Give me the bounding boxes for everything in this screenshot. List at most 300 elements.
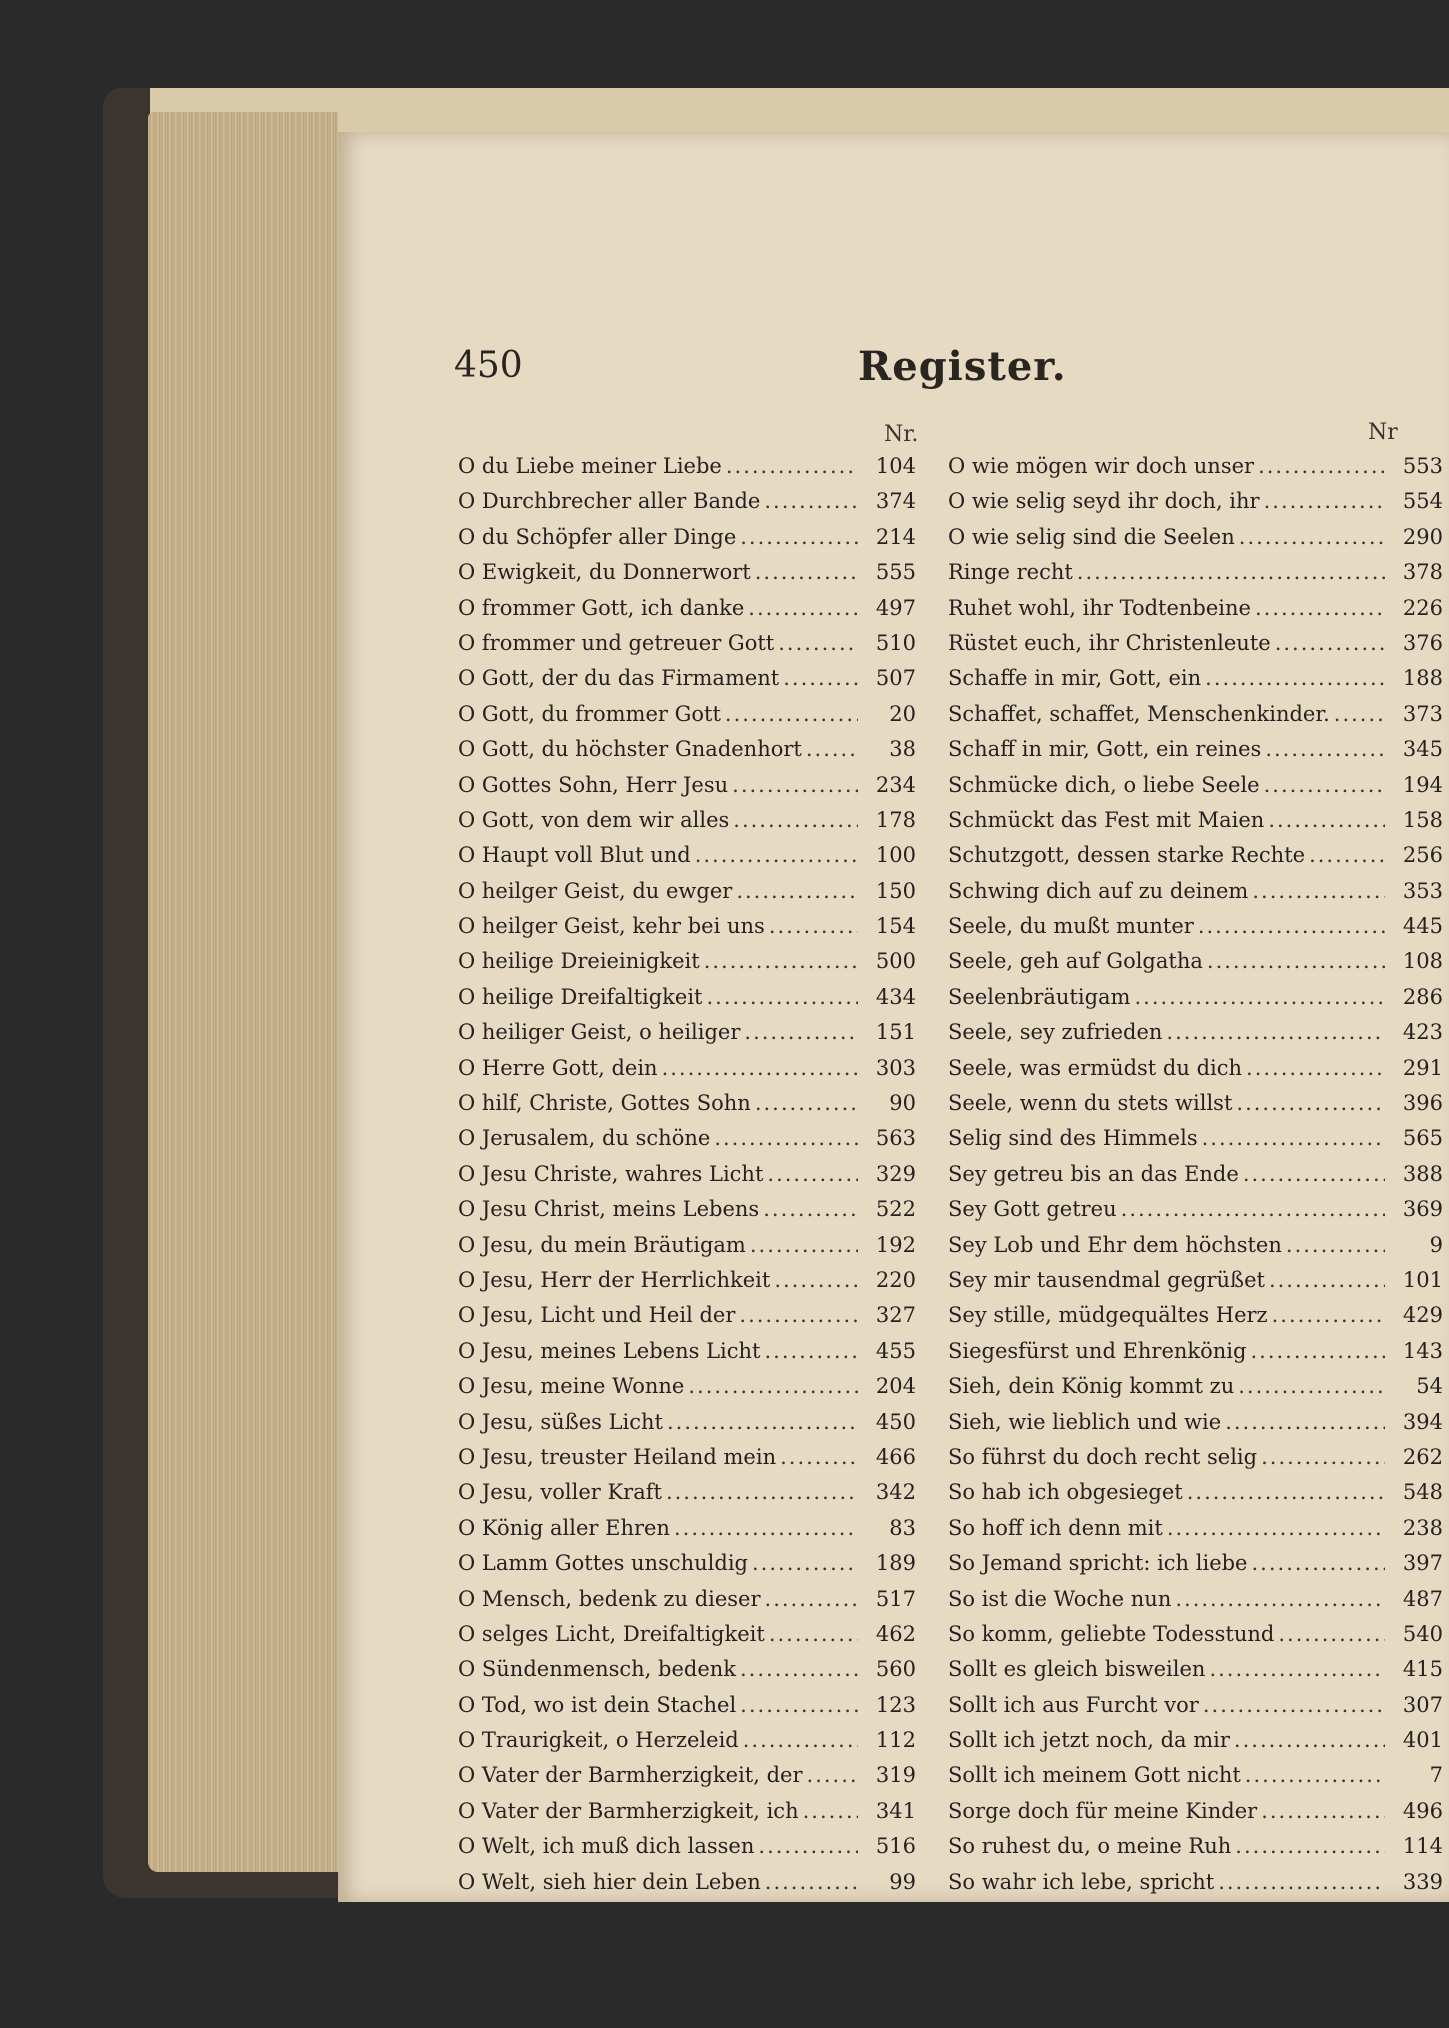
- dot-leader: [765, 1587, 858, 1611]
- entry-title: So wahr ich lebe, spricht: [948, 1869, 1215, 1894]
- dot-leader: [1134, 985, 1385, 1009]
- entry-number: 194: [1402, 772, 1443, 797]
- entry-title: O Jesu, Licht und Heil der: [458, 1303, 736, 1328]
- register-entry: [948, 1339, 1443, 1374]
- register-entry: [948, 1268, 1443, 1303]
- entry-number: 496: [1402, 1798, 1443, 1823]
- entry-title: Sollt ich meinem Gott nicht: [948, 1763, 1241, 1788]
- entry-number: 238: [1402, 1515, 1443, 1540]
- register-entry: [948, 914, 1443, 949]
- register-entry: [458, 1197, 916, 1232]
- dot-leader: [1255, 596, 1385, 620]
- register-entry: [948, 985, 1443, 1020]
- register-entry: [948, 1480, 1443, 1515]
- register-entry: [948, 879, 1443, 914]
- dot-leader: [769, 1622, 858, 1646]
- dot-leader: [763, 1197, 858, 1221]
- entry-number: 517: [875, 1586, 916, 1611]
- entry-number: 262: [1402, 1444, 1443, 1469]
- register-entry: [948, 1020, 1443, 1055]
- entry-title: O heilige Dreieinigkeit: [458, 949, 700, 974]
- entry-number: 123: [875, 1692, 916, 1717]
- entry-title: Schaffet, schaffet, Menschenkinder.: [948, 701, 1330, 726]
- entry-title: O Jesu, Herr der Herrlichkeit: [458, 1267, 771, 1292]
- register-entry: [458, 1303, 916, 1338]
- register-entry: [948, 1410, 1443, 1445]
- entry-number: 445: [1402, 914, 1443, 939]
- register-entry: [458, 454, 916, 489]
- dot-leader: [674, 1516, 858, 1540]
- entry-title: Ruhet wohl, ihr Todtenbeine: [948, 595, 1251, 620]
- entry-number: 378: [1402, 560, 1443, 585]
- register-entry: [458, 666, 916, 701]
- entry-number: 373: [1402, 701, 1443, 726]
- dot-leader: [803, 1799, 858, 1823]
- dot-leader: [732, 773, 858, 797]
- entry-number: 487: [1402, 1586, 1443, 1611]
- entry-number: 150: [875, 878, 916, 903]
- entry-number: 204: [875, 1374, 916, 1399]
- register-entry: [458, 949, 916, 984]
- book-page: [338, 132, 1449, 1902]
- dot-leader: [806, 737, 858, 761]
- entry-number: 342: [875, 1480, 916, 1505]
- register-entry: [948, 1445, 1443, 1480]
- register-entry: [948, 525, 1443, 560]
- entry-number: 429: [1402, 1303, 1443, 1328]
- register-entry: [948, 1693, 1443, 1728]
- entry-title: Schaff in mir, Gott, ein reines: [948, 737, 1262, 762]
- entry-number: 540: [1402, 1621, 1443, 1646]
- entry-number: 101: [1402, 1267, 1443, 1292]
- page-title: Register.: [858, 343, 1067, 390]
- register-entry: [458, 702, 916, 737]
- register-entry: [458, 808, 916, 843]
- entry-number: 507: [875, 666, 916, 691]
- dot-leader: [755, 560, 858, 584]
- register-entry: [458, 773, 916, 808]
- entry-number: 466: [875, 1444, 916, 1469]
- entry-number: 560: [875, 1657, 916, 1682]
- register-entry: [948, 1374, 1443, 1409]
- entry-number: 83: [889, 1515, 916, 1540]
- entry-title: O Vater der Barmherzigkeit, ich: [458, 1798, 799, 1823]
- register-entry: [458, 1480, 916, 1515]
- register-entry: [948, 1516, 1443, 1551]
- entry-title: Selig sind des Himmels: [948, 1126, 1198, 1151]
- dot-leader: [1250, 1339, 1385, 1363]
- entry-title: O frommer Gott, ich danke: [458, 595, 745, 620]
- register-entry: [948, 1126, 1443, 1161]
- register-entry: [458, 1339, 916, 1374]
- entry-number: 7: [1429, 1763, 1443, 1788]
- register-entry: [948, 1834, 1443, 1869]
- register-entry: [458, 985, 916, 1020]
- dot-leader: [725, 702, 858, 726]
- register-entry: [948, 454, 1443, 489]
- entry-title: Schmücke dich, o liebe Seele: [948, 772, 1260, 797]
- entry-title: Seele, wenn du stets willst: [948, 1091, 1233, 1116]
- dot-leader: [666, 1480, 858, 1504]
- register-entry: [948, 808, 1443, 843]
- dot-leader: [1167, 1516, 1385, 1540]
- register-entry: [458, 1587, 916, 1622]
- register-entry: [458, 1410, 916, 1445]
- dot-leader: [748, 596, 858, 620]
- dot-leader: [736, 879, 858, 903]
- register-entry: [458, 879, 916, 914]
- dot-leader: [704, 949, 858, 973]
- dot-leader: [1175, 1587, 1385, 1611]
- register-entry: [948, 1551, 1443, 1586]
- entry-title: O Sündenmensch, bedenk: [458, 1657, 736, 1682]
- dot-leader: [780, 1445, 858, 1469]
- entry-number: 188: [1402, 666, 1443, 691]
- register-entry: [458, 1268, 916, 1303]
- entry-title: O frommer und getreuer Gott: [458, 630, 775, 655]
- entry-number: 90: [889, 1091, 916, 1116]
- dot-leader: [765, 1870, 858, 1894]
- entry-number: 369: [1402, 1197, 1443, 1222]
- dot-leader: [662, 1056, 858, 1080]
- entry-number: 388: [1402, 1161, 1443, 1186]
- dot-leader: [1239, 525, 1385, 549]
- dot-leader: [688, 1374, 858, 1398]
- register-entry: [458, 1020, 916, 1055]
- entry-number: 401: [1402, 1728, 1443, 1753]
- entry-number: 303: [875, 1055, 916, 1080]
- entry-title: O Traurigkeit, o Herzeleid: [458, 1728, 739, 1753]
- entry-number: 143: [1402, 1338, 1443, 1363]
- entry-title: O Gott, von dem wir alles: [458, 807, 730, 832]
- entry-title: Schwing dich auf zu deinem: [948, 878, 1249, 903]
- register-entry: [948, 1233, 1443, 1268]
- entry-number: 38: [889, 737, 916, 762]
- entry-number: 154: [875, 914, 916, 939]
- dot-leader: [774, 1268, 858, 1292]
- dot-leader: [1309, 843, 1385, 867]
- entry-number: 500: [875, 949, 916, 974]
- register-entry: [458, 1126, 916, 1161]
- register-entry: [948, 949, 1443, 984]
- dot-leader: [778, 631, 858, 655]
- page-top-edge: [150, 88, 1449, 132]
- dot-leader: [1278, 1622, 1385, 1646]
- dot-leader: [1209, 1657, 1385, 1681]
- entry-number: 374: [875, 489, 916, 514]
- entry-title: O Jesu Christe, wahres Licht: [458, 1161, 764, 1186]
- register-entry: [458, 1445, 916, 1480]
- entry-number: 54: [1416, 1374, 1443, 1399]
- entry-title: Schmückt das Fest mit Maien: [948, 807, 1265, 832]
- entry-number: 192: [875, 1232, 916, 1257]
- entry-number: 307: [1402, 1692, 1443, 1717]
- register-entry: [458, 1693, 916, 1728]
- entry-title: So ruhest du, o meine Ruh: [948, 1834, 1232, 1859]
- entry-title: So hab ich obgesieget: [948, 1480, 1183, 1505]
- dot-leader: [807, 1763, 858, 1787]
- dot-leader: [1166, 1020, 1385, 1044]
- register-entry: [458, 525, 916, 560]
- register-entry: [458, 914, 916, 949]
- entry-number: 114: [1402, 1834, 1443, 1859]
- entry-number: 353: [1402, 878, 1443, 903]
- entry-title: O Mensch, bedenk zu dieser: [458, 1586, 761, 1611]
- dot-leader: [1261, 1799, 1385, 1823]
- register-entry: [458, 1516, 916, 1551]
- entry-number: 415: [1402, 1657, 1443, 1682]
- entry-title: O Jesu, süßes Licht: [458, 1409, 663, 1434]
- entry-title: O heilger Geist, kehr bei uns: [458, 914, 765, 939]
- entry-title: Seele, du mußt munter: [948, 914, 1194, 939]
- entry-number: 423: [1402, 1020, 1443, 1045]
- dot-leader: [1235, 1834, 1385, 1858]
- dot-leader: [740, 1693, 858, 1717]
- entry-title: Ringe recht: [948, 560, 1073, 585]
- page-number: 450: [454, 345, 523, 386]
- entry-title: O Jesu, meine Wonne: [458, 1374, 685, 1399]
- entry-number: 104: [875, 454, 916, 478]
- entry-number: 291: [1402, 1055, 1443, 1080]
- entry-title: Sey Lob und Ehr dem höchsten: [948, 1232, 1282, 1257]
- dot-leader: [1218, 1870, 1385, 1894]
- register-entry: [948, 1728, 1443, 1763]
- dot-leader: [740, 1657, 858, 1681]
- register-entry: [948, 1763, 1443, 1798]
- register-entry: [948, 702, 1443, 737]
- register-entry: [458, 560, 916, 595]
- register-entry: [948, 631, 1443, 666]
- entry-title: O Lamm Gottes unschuldig: [458, 1551, 748, 1576]
- dot-leader: [1202, 1126, 1385, 1150]
- register-entry: [458, 1374, 916, 1409]
- entry-title: So führst du doch recht selig: [948, 1444, 1258, 1469]
- page-block-edge: [148, 112, 338, 1872]
- dot-leader: [1265, 737, 1385, 761]
- entry-title: O heilger Geist, du ewger: [458, 878, 733, 903]
- dot-leader: [739, 1303, 858, 1327]
- entry-number: 100: [875, 843, 916, 868]
- register-column-left: [458, 454, 916, 1905]
- entry-title: Seele, sey zufrieden: [948, 1020, 1163, 1045]
- entry-number: 189: [875, 1551, 916, 1576]
- entry-title: Sieh, dein König kommt zu: [948, 1374, 1235, 1399]
- entry-number: 158: [1402, 807, 1443, 832]
- register-entry: [458, 1551, 916, 1586]
- register-entry: [948, 843, 1443, 878]
- entry-number: 286: [1402, 984, 1443, 1009]
- entry-number: 553: [1402, 454, 1443, 478]
- dot-leader: [714, 1126, 858, 1150]
- entry-number: 226: [1402, 595, 1443, 620]
- entry-title: O Vater der Barmherzigkeit, der: [458, 1763, 803, 1788]
- entry-number: 497: [875, 595, 916, 620]
- entry-title: Sorge doch für meine Kinder: [948, 1798, 1258, 1823]
- dot-leader: [743, 1728, 858, 1752]
- entry-title: O Herre Gott, dein: [458, 1055, 658, 1080]
- dot-leader: [1264, 489, 1385, 513]
- entry-title: O Jesu Christ, meins Lebens: [458, 1197, 760, 1222]
- entry-number: 151: [875, 1020, 916, 1045]
- dot-leader: [1236, 1091, 1385, 1115]
- register-entry: [948, 1622, 1443, 1657]
- entry-number: 396: [1402, 1091, 1443, 1116]
- dot-leader: [1243, 1162, 1385, 1186]
- entry-title: Sieh, wie lieblich und wie: [948, 1409, 1222, 1434]
- entry-number: 234: [875, 772, 916, 797]
- register-entry: [458, 1763, 916, 1798]
- dot-leader: [1252, 1551, 1386, 1575]
- entry-number: 394: [1402, 1409, 1443, 1434]
- entry-title: Schaffe in mir, Gott, ein: [948, 666, 1202, 691]
- entry-number: 376: [1402, 630, 1443, 655]
- entry-title: O heilige Dreifaltigkeit: [458, 984, 703, 1009]
- entry-title: Sollt ich aus Furcht vor: [948, 1692, 1199, 1717]
- entry-number: 565: [1402, 1126, 1443, 1151]
- entry-title: O Gott, du höchster Gnadenhort: [458, 737, 802, 762]
- dot-leader: [1269, 1268, 1385, 1292]
- register-entry: [948, 1303, 1443, 1338]
- dot-leader: [1121, 1197, 1385, 1221]
- register-entry: [458, 843, 916, 878]
- dot-leader: [695, 843, 858, 867]
- entry-title: Seele, geh auf Golgatha: [948, 949, 1203, 974]
- dot-leader: [733, 808, 858, 832]
- register-entry: [948, 1587, 1443, 1622]
- dot-leader: [1225, 1410, 1385, 1434]
- entry-title: O Gottes Sohn, Herr Jesu: [458, 772, 729, 797]
- dot-leader: [783, 666, 858, 690]
- dot-leader: [758, 1834, 858, 1858]
- dot-leader: [1205, 666, 1385, 690]
- entry-number: 516: [875, 1834, 916, 1859]
- dot-leader: [1272, 1303, 1385, 1327]
- register-entry: [458, 489, 916, 524]
- entry-title: O du Schöpfer aller Dinge: [458, 524, 737, 549]
- entry-title: O Gott, du frommer Gott: [458, 701, 721, 726]
- dot-leader: [1234, 1728, 1385, 1752]
- register-entry: [458, 1657, 916, 1692]
- entry-title: O Ewigkeit, du Donnerwort: [458, 560, 751, 585]
- entry-title: Siegesfürst und Ehrenkönig: [948, 1338, 1247, 1363]
- entry-title: O Jesu, meines Lebens Licht: [458, 1338, 761, 1363]
- register-entry: [458, 1799, 916, 1834]
- entry-title: Sollt es gleich bisweilen: [948, 1657, 1206, 1682]
- entry-number: 462: [875, 1621, 916, 1646]
- register-entry: [948, 560, 1443, 595]
- register-entry: [458, 1091, 916, 1126]
- dot-leader: [1246, 1056, 1385, 1080]
- dot-leader: [1258, 454, 1385, 478]
- entry-number: 434: [875, 984, 916, 1009]
- entry-number: 112: [875, 1728, 916, 1753]
- entry-number: 554: [1402, 489, 1443, 514]
- entry-number: 563: [875, 1126, 916, 1151]
- entry-number: 450: [875, 1409, 916, 1434]
- entry-title: So ist die Woche nun: [948, 1586, 1172, 1611]
- entry-title: Seele, was ermüdst du dich: [948, 1055, 1243, 1080]
- register-entry: [458, 1162, 916, 1197]
- dot-leader: [1275, 631, 1385, 655]
- dot-leader: [767, 1162, 858, 1186]
- entry-title: O wie mögen wir doch unser: [948, 454, 1255, 478]
- entry-number: 510: [875, 630, 916, 655]
- entry-title: O Welt, ich muß dich lassen: [458, 1834, 755, 1859]
- entry-title: O selges Licht, Dreifaltigkeit: [458, 1621, 765, 1646]
- register-entry: [948, 1197, 1443, 1232]
- dot-leader: [706, 985, 858, 1009]
- register-entry: [458, 1622, 916, 1657]
- entry-number: 341: [875, 1798, 916, 1823]
- entry-title: Sey stille, müdgequältes Herz: [948, 1303, 1268, 1328]
- entry-title: O Welt, sieh hier dein Leben: [458, 1869, 761, 1894]
- entry-number: 220: [875, 1267, 916, 1292]
- register-entry: [948, 773, 1443, 808]
- dot-leader: [1198, 914, 1385, 938]
- dot-leader: [764, 1339, 858, 1363]
- page-header: [338, 337, 1449, 397]
- dot-leader: [667, 1410, 858, 1434]
- entry-title: Schutzgott, dessen starke Rechte: [948, 843, 1306, 868]
- dot-leader: [744, 1020, 858, 1044]
- dot-leader: [1334, 702, 1385, 726]
- entry-number: 345: [1402, 737, 1443, 762]
- dot-leader: [1261, 1445, 1385, 1469]
- dot-leader: [1264, 773, 1385, 797]
- register-entry: [948, 1657, 1443, 1692]
- dot-leader: [1077, 560, 1385, 584]
- entry-title: O Durchbrecher aller Bande: [458, 489, 761, 514]
- register-entry: [458, 596, 916, 631]
- register-entry: [948, 666, 1443, 701]
- dot-leader: [769, 914, 858, 938]
- entry-title: O König aller Ehren: [458, 1515, 670, 1540]
- entry-title: O wie selig seyd ihr doch, ihr: [948, 489, 1260, 514]
- entry-number: 99: [889, 1869, 916, 1894]
- dot-leader: [1207, 949, 1385, 973]
- dot-leader: [750, 1233, 858, 1257]
- register-entry: [458, 1834, 916, 1869]
- dot-leader: [752, 1551, 858, 1575]
- register-entry: [948, 596, 1443, 631]
- dot-leader: [1238, 1374, 1385, 1398]
- register-entry: [948, 737, 1443, 772]
- register-entry: [948, 1162, 1443, 1197]
- entry-title: O Jesu, voller Kraft: [458, 1480, 662, 1505]
- dot-leader: [740, 525, 858, 549]
- entry-number: 108: [1402, 949, 1443, 974]
- entry-title: Seelenbräutigam: [948, 984, 1131, 1009]
- dot-leader: [1286, 1233, 1385, 1257]
- entry-title: O du Liebe meiner Liebe: [458, 454, 722, 478]
- register-entry: [948, 1056, 1443, 1091]
- register-entry: [458, 631, 916, 666]
- nr-heading-left: Nr.: [884, 422, 919, 447]
- entry-number: 9: [1429, 1232, 1443, 1257]
- register-entry: [948, 1870, 1443, 1905]
- entry-title: So hoff ich denn mit: [948, 1515, 1163, 1540]
- register-entry: [458, 1056, 916, 1091]
- register-entry: [458, 1728, 916, 1763]
- entry-number: 290: [1402, 524, 1443, 549]
- register-entry: [948, 489, 1443, 524]
- entry-number: 397: [1402, 1551, 1443, 1576]
- entry-title: Sey mir tausendmal gegrüßet: [948, 1267, 1265, 1292]
- entry-title: O wie selig sind die Seelen: [948, 524, 1235, 549]
- dot-leader: [755, 1091, 858, 1115]
- entry-number: 555: [875, 560, 916, 585]
- entry-title: So Jemand spricht: ich liebe: [948, 1551, 1248, 1576]
